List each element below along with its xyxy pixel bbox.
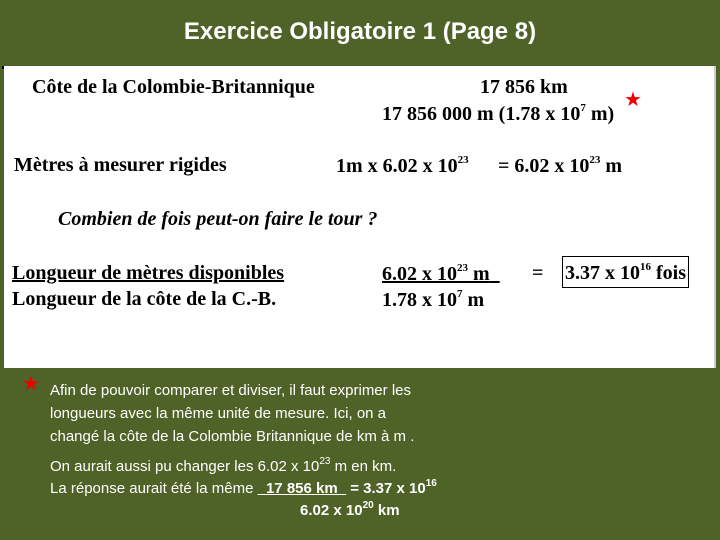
note-line-1: Afin de pouvoir comparer et diviser, il faut exprimer les <box>50 382 411 399</box>
coast-meters: 17 856 000 m (1.78 x $10^7$ m) <box>382 102 615 125</box>
coast-km: 17 856 km <box>480 76 568 98</box>
explanation-section <box>0 372 720 540</box>
fraction-denominator-label: Longueur de la côte de la C.-B. <box>12 288 277 310</box>
sticks-value: 1m x 6.02 x $10^{23}$ <box>336 154 469 177</box>
answer-box: 3.37 x $10^{16}$ fois <box>562 256 689 288</box>
coast-label: Côte de la Colombie-Britannique <box>32 76 315 98</box>
question: Combien de fois peut-on faire le tour ? <box>58 208 378 230</box>
fraction-numerator-label: Longueur de mètres disponibles <box>12 262 285 284</box>
sticks-label: Mètres à mesurer rigides <box>14 154 227 176</box>
note-line-4: On aurait aussi pu changer les 6.02 x $10^{23}$ m en km. <box>50 456 397 475</box>
note-line-2: longueurs avec la même unité de mesure. Ici, on a <box>50 405 387 422</box>
fraction-numerator-value: 6.02 x $10^{23}$ m <box>382 262 490 285</box>
red-star-icon: ★ <box>22 373 40 395</box>
note-line-6: 6.02 x $10^{20}$ km <box>300 500 400 519</box>
red-star-icon: ★ <box>624 89 642 111</box>
page-title: Exercice Obligatoire 1 (Page 8) <box>0 0 720 64</box>
note-line-3: changé la côte de la Colombie Britannique de km à m . <box>50 428 415 445</box>
equals-sign: = <box>532 262 544 284</box>
note-line-5: La réponse aurait été la même _17 856 km_ = 3.37 x $10^{16}$ <box>50 478 437 497</box>
fraction-denominator-value: 1.78 x $10^7$ m <box>382 288 485 311</box>
content-panel <box>4 66 716 368</box>
sticks-result: = 6.02 x $10^{23}$ m <box>498 154 623 177</box>
